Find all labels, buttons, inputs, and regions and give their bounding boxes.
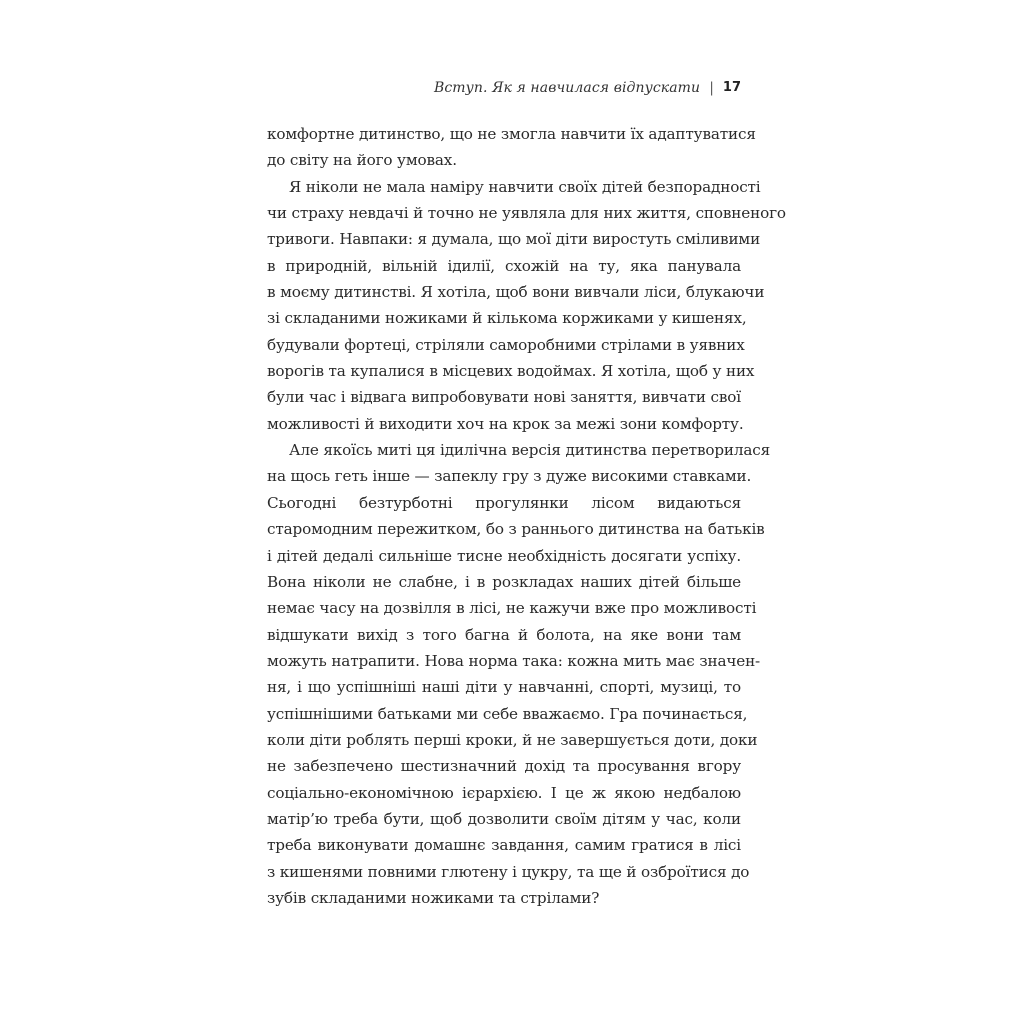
text-line: можуть натрапити. Нова норма така: кожна мить має значен- (267, 651, 761, 670)
paragraph (267, 437, 771, 911)
text-line: матір’ю треба бути, щоб дозволити своїм дітям у час, коли (267, 809, 741, 828)
page-number: 17 (722, 80, 741, 95)
text-line: коли діти роблять перші кроки, й не завершується доти, доки (267, 730, 758, 749)
text-line: успішнішими батьками ми себе вважаємо. Гра починається, (267, 704, 748, 723)
text-line: тривоги. Навпаки: я думала, що мої діти виростуть сміливими (267, 230, 761, 249)
text-line: ня, і що успішніші наші діти у навчанні, спорті, музиці, то (267, 678, 741, 697)
text-line: зі складаними ножиками й кількома коржиками у кишенях, (267, 309, 747, 328)
text-line: в природній, вільній ідилії, схожій на ту, яка панувала (267, 256, 741, 275)
text-line: не забезпечено шестизначний дохід та просування вгору (267, 757, 741, 776)
text-line: були час і відвага випробовувати нові заняття, вивчати свої (267, 388, 741, 407)
running-head (434, 78, 741, 98)
paragraph (267, 174, 786, 437)
text-line: Сьогодні безтурботні прогулянки лісом видаються (267, 493, 741, 512)
text-line: в моєму дитинстві. Я хотіла, щоб вони вивчали ліси, блукаючи (267, 283, 765, 302)
text-line: будували фортеці, стріляли саморобними стрілами в уявних (267, 335, 745, 354)
text-line: Вона ніколи не слабне, і в розкладах наших дітей більше (267, 572, 741, 591)
text-line: і дітей дедалі сильніше тисне необхідність досягати успіху. (267, 546, 741, 565)
text-line: соціально-економічною ієрархією. І це ж якою недбалою (267, 783, 741, 802)
text-line: комфортне дитинство, що не змогла навчити їх адаптуватися (267, 125, 756, 143)
text-line: немає часу на дозвілля в лісі, не кажучи вже про можливості (267, 599, 757, 618)
text-line: ворогів та купалися в місцевих водоймах. Я хотіла, щоб у них (267, 362, 755, 381)
text-line: чи страху невдачі й точно не уявляла для них життя, сповненого (267, 204, 786, 223)
text-line: з кишенями повними глютену і цукру, та ще й озброїтися до (267, 862, 750, 881)
text-line: до світу на його умовах. (267, 151, 457, 170)
body-text (267, 121, 786, 911)
text-line: відшукати вихід з того багна й болота, на яке вони там (267, 625, 741, 644)
text-line: Але якоїсь миті ця ідилічна версія дитинства перетворилася (289, 441, 771, 460)
paragraph (267, 121, 756, 174)
text-line: Я ніколи не мала наміру навчити своїх дітей безпорадності (289, 177, 761, 196)
text-line: старомодним пережитком, бо з раннього дитинства на батьків (267, 520, 765, 539)
chapter-title: Вступ. Як я навчилася відпускати (433, 80, 701, 96)
text-line: можливості й виходити хоч на крок за межі зони комфорту. (267, 414, 744, 433)
text-line: на щось геть інше — запеклу гру з дуже високими ставками. (267, 467, 752, 486)
text-line: зубів складаними ножиками та стрілами? (267, 888, 600, 907)
header-separator: | (709, 80, 714, 96)
text-line: треба виконувати домашнє завдання, самим гратися в лісі (267, 836, 741, 855)
